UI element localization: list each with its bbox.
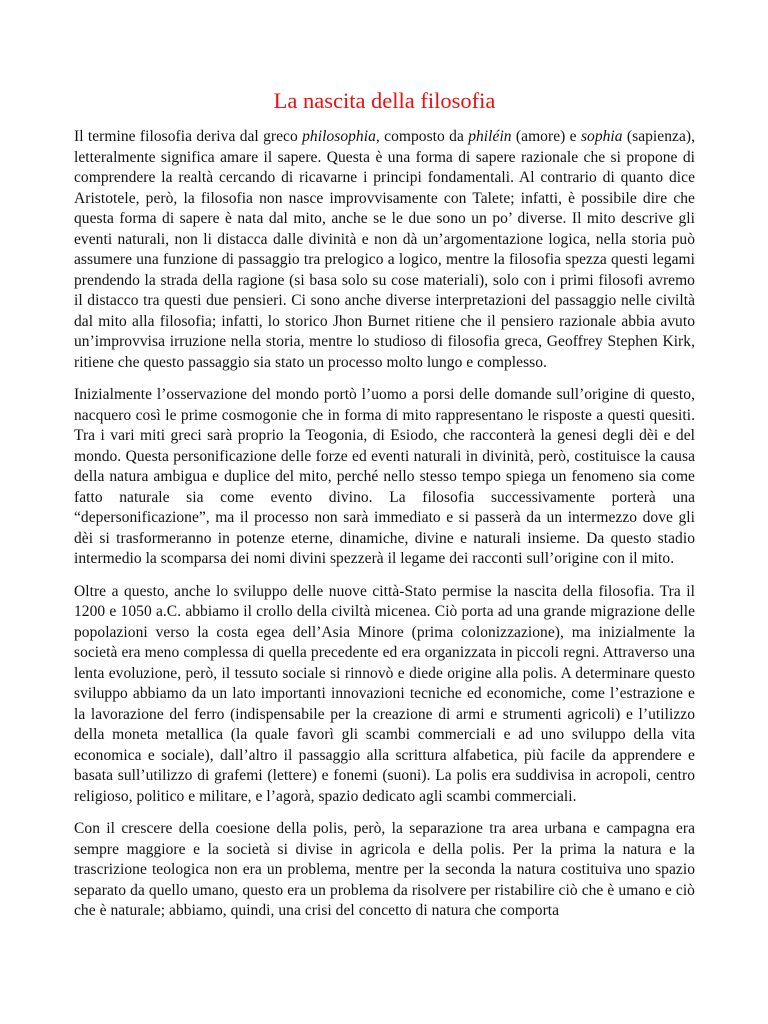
paragraph-1: [74, 127, 695, 373]
paragraph-1-text-1: Il termine filosofia deriva dal greco: [74, 128, 303, 145]
paragraph-4: Con il crescere della coesione della polis, però, la separazione tra area urbana e campagna era sempre maggiore e la società si divise in agricola e della polis. Per la prima la natura e la trascrizione teologica non era un problema, mentre per la seconda la natura costituiva uno spazio separato da quello umano, questo era un problema da risolvere per ristabilire ciò che è umano e ciò che è naturale; abbiamo, quindi, una crisi del concetto di natura che comporta: [74, 820, 695, 919]
document-page: [74, 86, 695, 1014]
term-philosophia: philosophia,: [302, 128, 380, 145]
paragraph-2: Inizialmente l’osservazione del mondo portò l’uomo a porsi delle domande sull’origine di questo, nacquero così le prime cosmogonie che in forma di mito rappresentano le risposte a questi quesiti. Tra i vari miti greci sarà proprio la Teogonia, di Esiodo, che racconterà la genesi degli dèi e del mondo. Questa personificazione delle forze ed eventi naturali in divinità, però, costituisce la causa della natura ambigua e duplice del mito, perché nello stesso tempo spiega un fenomeno sia come fatto naturale sia come evento divino. La filosofia successivamente porterà una “depersonificazione”, ma il processo non sarà immediato e si passerà da un intermezzo dove gli dèi si trasformeranno in potenze eterne, dinamiche, divine e naturali insieme. Da questo stadio intermedio la scomparsa dei nomi divini spezzerà il legame dei racconti sull’origine con il mito.: [74, 386, 695, 567]
term-sophia: sophia: [580, 128, 623, 145]
paragraph-1-text-4: (sapienza), letteralmente significa amare il sapere. Questa è una forma di sapere razionale che si propone di comprendere la realtà cercando di ricavarne i principi fondamentali. Al contrario di quanto dice Aristotele, però, la filosofia non nasce improvvisamente con Talete; infatti, è possibile dire che questa forma di sapere è nata dal mito, anche se le due sono un po’ diverse. Il mito descrive gli eventi naturali, non li distacca dalle divinità e non dà un’argomentazione logica, nella storia può assumere una funzione di passaggio tra prelogico a logico, mentre la filosofia spezza questi legami prendendo la strada della ragione (si basa solo su cose materiali), solo con i primi filosofi avremo il distacco tra questi due pensieri. Ci sono anche diverse interpretazioni del passaggio nelle civiltà dal mito alla filosofia; infatti, lo storico Jhon Burnet ritiene che il pensiero razionale abbia avuto un’improvvisa irruzione nella storia, mentre lo studioso di filosofia greca, Geoffrey Stephen Kirk, ritiene che questo passaggio sia stato un processo molto lungo e complesso.: [74, 128, 695, 371]
paragraph-1-text-2: composto da: [379, 128, 469, 145]
paragraph-1-text-3: (amore) e: [511, 128, 581, 145]
document-title: La nascita della filosofia: [273, 88, 496, 113]
term-philein: philéin: [468, 128, 512, 145]
paragraph-3: Oltre a questo, anche lo sviluppo delle nuove città-Stato permise la nascita della filosofia. Tra il 1200 e 1050 a.C. abbiamo il crollo della civiltà micenea. Ciò porta ad una grande migrazione delle popolazioni verso la costa egea dell’Asia Minore (prima colonizzazione), ma inizialmente la società era meno complessa di quella precedente ed era organizzata in piccoli regni. Attraverso una lenta evoluzione, però, il tessuto sociale si rinnovò e diede origine alla polis. A determinare questo sviluppo abbiamo da un lato importanti innovazioni tecniche ed economiche, come l’estrazione e la lavorazione del ferro (indispensabile per la creazione di armi e strumenti agricoli) e l’utilizzo della moneta metallica (la quale favorì gli scambi commerciali e ad uno sviluppo della vita economica e sociale), dall’altro il passaggio alla scrittura alfabetica, più facile da apprendere e basata sull’utilizzo di grafemi (lettere) e fonemi (suoni). La polis era suddivisa in acropoli, centro religioso, politico e militare, e l’agorà, spazio dedicato agli scambi commerciali.: [74, 582, 695, 805]
